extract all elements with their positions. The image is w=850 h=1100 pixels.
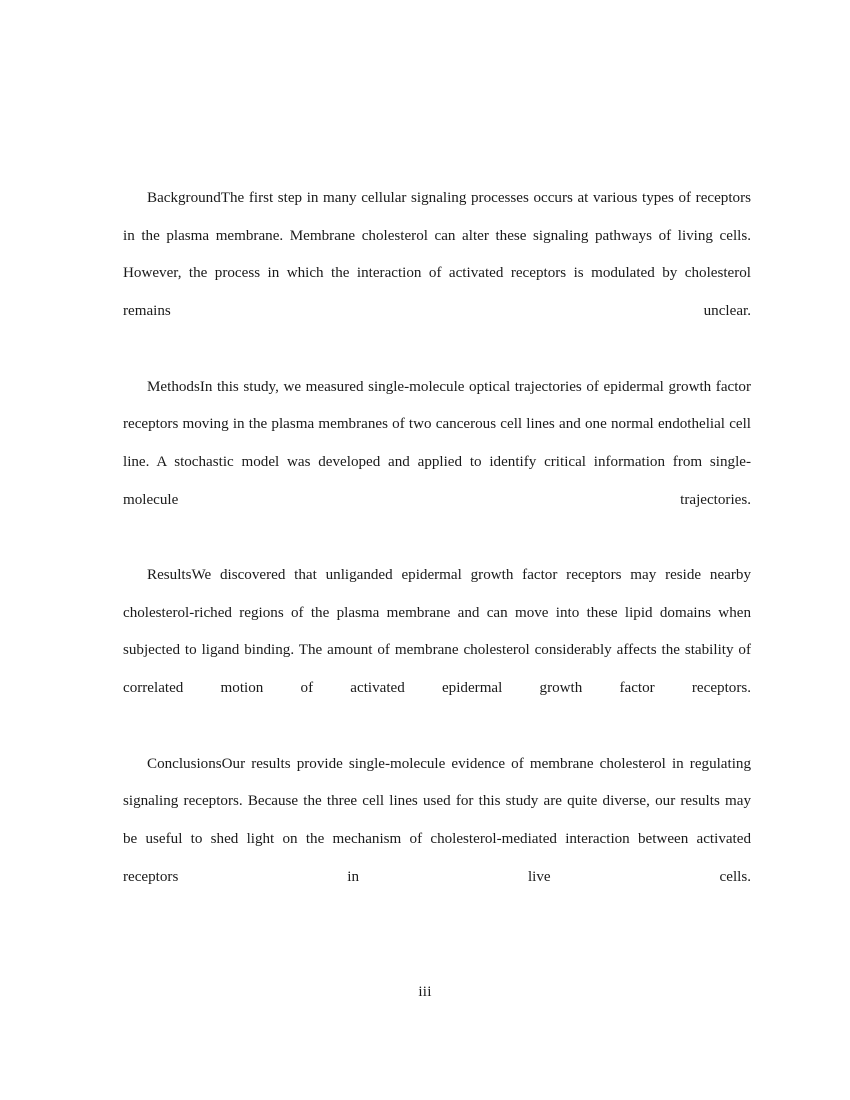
paragraph-results: ResultsWe discovered that unliganded epidermal growth factor receptors may reside nearby cholesterol-riched regions of the plasma membrane and can move into these lipid domains when subjected to ligand binding. The amount of membrane cholesterol considerably affects the stability of correlated motion of activated epidermal growth factor receptors. [123, 567, 751, 697]
abstract-body [123, 180, 751, 934]
paragraph-background: BackgroundThe first step in many cellular signaling processes occurs at various types of receptors in the plasma membrane. Membrane cholesterol can alter these signaling pathways of living cells. However, the process in which the interaction of activated receptors is modulated by cholesterol remains unclear. [123, 190, 751, 320]
page-number: iii [418, 984, 432, 1000]
paragraph-methods: MethodsIn this study, we measured single-molecule optical trajectories of epidermal growth factor receptors moving in the plasma membranes of two cancerous cell lines and one normal endothelial cell line. A stochastic model was developed and applied to identify critical information from single-molecule trajectories. [123, 378, 751, 508]
paragraph-conclusions: ConclusionsOur results provide single-molecule evidence of membrane cholesterol in regulating signaling receptors. Because the three cell lines used for this study are quite diverse, our results may be useful to shed light on the mechanism of cholesterol-mediated interaction between activated receptors in live cells. [123, 755, 751, 885]
